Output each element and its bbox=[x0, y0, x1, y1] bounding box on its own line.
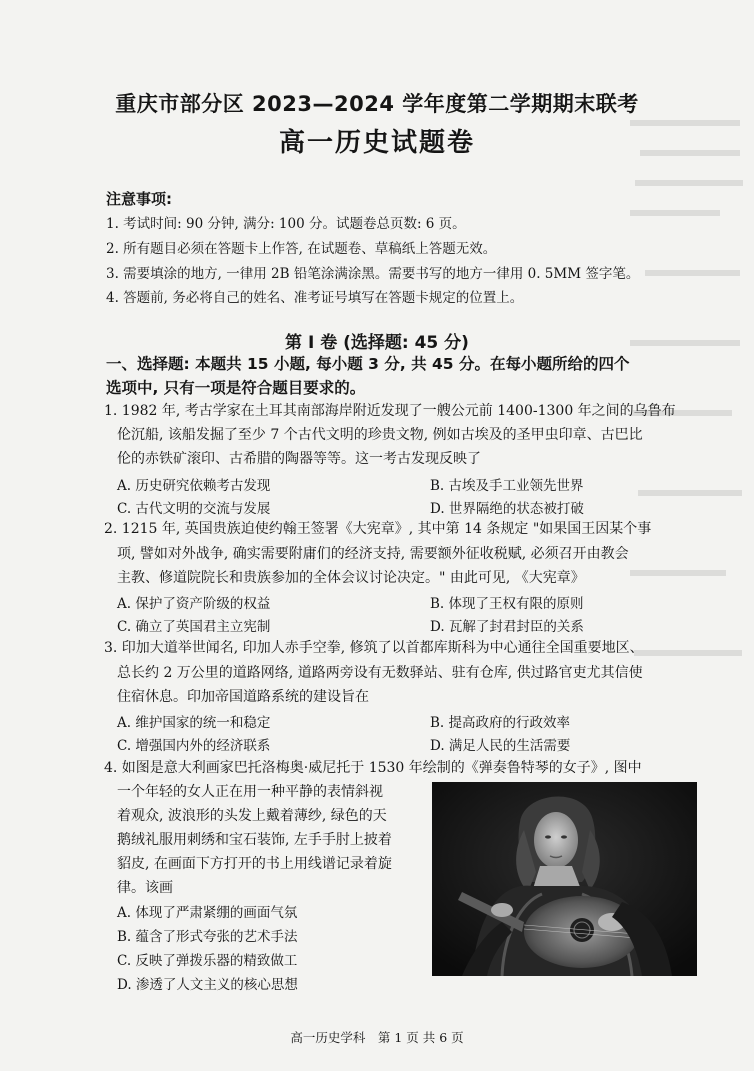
note-item: 1. 考试时间: 90 分钟, 满分: 100 分。试题卷总页数: 6 页。 bbox=[106, 216, 466, 232]
note-item: 4. 答题前, 务必将自己的姓名、准考证号填写在答题卡规定的位置上。 bbox=[106, 290, 524, 306]
question-1-option-c[interactable]: C. 古代文明的交流与发展 bbox=[117, 501, 271, 517]
painting-image bbox=[432, 782, 697, 976]
question-2-stem: 2. 1215 年, 英国贵族迫使约翰王签署《大宪章》, 其中第 14 条规定 "如果国王因某个事 bbox=[104, 521, 652, 537]
question-4-option-a[interactable]: A. 体现了严肃紧绷的画面气氛 bbox=[117, 905, 298, 921]
question-4-stem: 貂皮, 在画面下方打开的书上用线谱记录着旋 bbox=[117, 856, 392, 872]
exam-title: 重庆市部分区 2023—2024 学年度第二学期期末联考 bbox=[115, 92, 639, 116]
question-3-option-d[interactable]: D. 满足人民的生活需要 bbox=[430, 738, 571, 754]
question-1-option-d[interactable]: D. 世界隔绝的状态被打破 bbox=[430, 501, 584, 517]
question-2-option-d[interactable]: D. 瓦解了封君封臣的关系 bbox=[430, 619, 584, 635]
question-2-option-c[interactable]: C. 确立了英国君主立宪制 bbox=[117, 619, 271, 635]
painting-lute-player bbox=[432, 782, 697, 976]
section-instruction: 一、选择题: 本题共 15 小题, 每小题 3 分, 共 45 分。在每小题所给的四个 bbox=[106, 355, 630, 373]
exam-subtitle: 高一历史试题卷 bbox=[278, 128, 475, 158]
question-1-stem: 伦沉船, 该船发掘了至少 7 个古代文明的珍贵文物, 例如古埃及的圣甲虫印章、古巴比 bbox=[117, 427, 643, 443]
notes-heading: 注意事项: bbox=[106, 190, 172, 208]
question-3-option-b[interactable]: B. 提高政府的行政效率 bbox=[430, 715, 571, 731]
section-instruction: 选项中, 只有一项是符合题目要求的。 bbox=[106, 379, 366, 397]
question-1-option-a[interactable]: A. 历史研究依赖考古发现 bbox=[117, 478, 271, 494]
question-1-stem: 伦的赤铁矿滚印、古希腊的陶器等等。这一考古发现反映了 bbox=[117, 451, 481, 467]
page-footer: 高一历史学科 第 1 页 共 6 页 bbox=[290, 1030, 464, 1045]
question-4-stem: 鹅绒礼服用刺绣和宝石装饰, 左手手肘上披着 bbox=[117, 832, 392, 848]
section-title: 第 I 卷 (选择题: 45 分) bbox=[285, 333, 469, 353]
note-item: 2. 所有题目必须在答题卡上作答, 在试题卷、草稿纸上答题无效。 bbox=[106, 241, 497, 257]
question-4-stem: 律。该画 bbox=[117, 880, 173, 896]
question-4-stem: 着观众, 波浪形的头发上戴着薄纱, 绿色的天 bbox=[117, 808, 387, 824]
question-2-stem: 主教、修道院院长和贵族参加的全体会议讨论决定。" 由此可见, 《大宪章》 bbox=[117, 570, 585, 586]
question-4-option-c[interactable]: C. 反映了弹拨乐器的精致做工 bbox=[117, 953, 298, 969]
question-4-stem: 一个年轻的女人正在用一种平静的表情斜视 bbox=[117, 784, 383, 800]
question-2-option-b[interactable]: B. 体现了王权有限的原则 bbox=[430, 596, 584, 612]
question-2-stem: 项, 譬如对外战争, 确实需要附庸们的经济支持, 需要额外征收税赋, 必须召开由教会 bbox=[117, 546, 629, 562]
question-3-option-c[interactable]: C. 增强国内外的经济联系 bbox=[117, 738, 271, 754]
question-4-option-b[interactable]: B. 蕴含了形式夸张的艺术手法 bbox=[117, 929, 298, 945]
question-4-stem: 4. 如图是意大利画家巴托洛梅奥·威尼托于 1530 年绘制的《弹奏鲁特琴的女子》, 图中 bbox=[104, 760, 642, 776]
note-item: 3. 需要填涂的地方, 一律用 2B 铅笔涂满涂黑。需要书写的地方一律用 0. 5MM 签字笔。 bbox=[106, 266, 640, 282]
question-1-option-b[interactable]: B. 古埃及手工业领先世界 bbox=[430, 478, 584, 494]
question-2-option-a[interactable]: A. 保护了资产阶级的权益 bbox=[117, 596, 271, 612]
question-3-option-a[interactable]: A. 维护国家的统一和稳定 bbox=[117, 715, 271, 731]
question-3-stem: 3. 印加大道举世闻名, 印加人赤手空拳, 修筑了以首都库斯科为中心通往全国重要地区、 bbox=[104, 640, 644, 656]
question-3-stem: 住宿休息。印加帝国道路系统的建设旨在 bbox=[117, 689, 369, 705]
question-4-option-d[interactable]: D. 渗透了人文主义的核心思想 bbox=[117, 977, 298, 993]
question-1-stem: 1. 1982 年, 考古学家在土耳其南部海岸附近发现了一艘公元前 1400-1300 年之间的乌鲁布 bbox=[104, 403, 676, 419]
question-3-stem: 总长约 2 万公里的道路网络, 道路两旁设有无数驿站、驻有仓库, 供过路官吏尤其信使 bbox=[117, 665, 643, 681]
